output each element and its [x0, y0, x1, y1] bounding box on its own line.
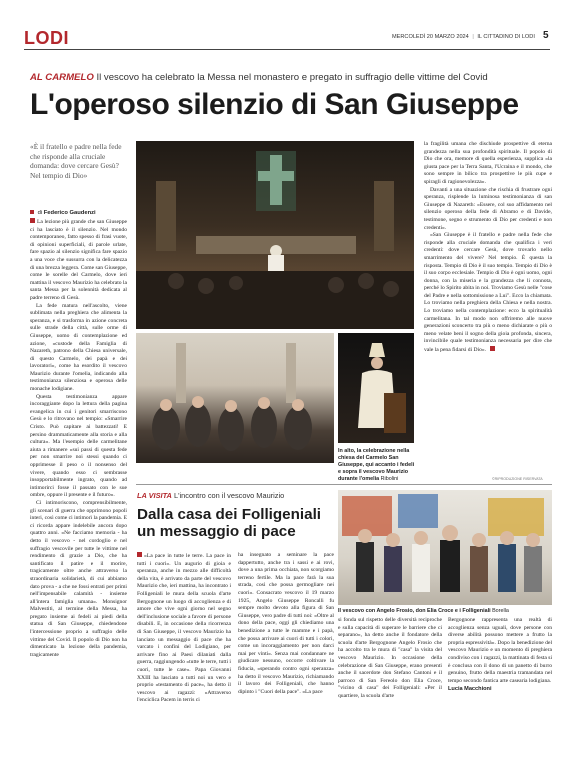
- caption-text: Il vescovo con Angelo Frosio, don Elia Croce e i Folligeniali: [338, 608, 491, 614]
- header-rule: [24, 49, 550, 50]
- byline-author: Federico Gaudenzi: [43, 210, 96, 216]
- article2-headline-line2: un messaggio di pace: [137, 523, 296, 540]
- bishop-homily-photo: [338, 333, 414, 443]
- article1-paragraph: Davanti a una situazione che rischia di frustrare ogni speranza, risplende la luminosa testimonianza di san Giuseppe di Nazareth: «Essere, col suo affidamento nel silenzio operoso della fede di Abramo e di Davide, testimone, segno e strumento di Dio per credenti e non credenti».: [424, 186, 552, 231]
- article2-column-1: [137, 552, 231, 766]
- article2-column-4: [448, 617, 552, 766]
- byline: [30, 210, 96, 216]
- article2-paragraph: si fonda sul rispetto delle diversità reciproche e sulla capacità di superare le barriere che ci separano», ha detto anche il fondatore della scuola d'arte Bergognone Angelo Frosio che ha accolto tra le mura di "casa" la visita del vescovo Maurizio. In occasione della celebrazione di San Giuseppe, erano presenti anche il sacerdote don Stefano Cantoni e il parroco di San Fereolo don Elia Croce, "vicino di casa" dei Folligeniali: «Per il quartiere, la scuola d'arte: [338, 617, 442, 699]
- article1-paragraph: La lezione più grande che san Giuseppe ci ha lasciato è il silenzio. Nel mondo contemporaneo, fatto spesso di frasi vuote, di opinioni superficiali, di parole urlate, fare spazio al silenzio significa fare spazio a una voce che sussurra con la delicatezza di una brezza leggera. Come san Giuseppe, come le sorelle del Carmelo, dove ieri mattina il vescovo Maurizio ha celebrato la santa Messa per la solennità dedicata al padre terreno di Gesù.: [30, 219, 127, 301]
- article2-author: Lucia Macchioni: [448, 686, 492, 693]
- article1-headline: L'operoso silenzio di San Giuseppe: [30, 88, 519, 121]
- article1-kicker: AL CARMELO: [30, 72, 94, 83]
- caption-text: In alto, la celebrazione nella chiesa del Carmelo San Giuseppe, qui accanto i fedeli e sopra il vescovo Maurizio durante l'omelia: [338, 448, 415, 482]
- article1-column-1: [30, 218, 127, 766]
- header-date: MERCOLEDÌ 20 MARZO 2024: [392, 34, 469, 40]
- article2-column-3: [338, 617, 442, 766]
- article1-paragraph: «San Giuseppe è il fratello e padre nella fede che risponde alla cruciale domanda che qualifica i veri credenti: dove cercare Gesù, dove trovarlo nello smarrimento del vivere? Nel tempio. È questa la risposta. Tempio di Dio è il suo tempio. Tempio di Dio è il suo corpo ecclesiale. Tempio di Dio è ogni uomo, ogni donna, con la miseria e la grandezza che li connota, perché lo Spirito abita in noi. Troviamo Gesù nelle "cose del Padre e nella sottomissione a Lui". Ecco la chiamata. Lo troviamo nella preghiera della Chiesa e nella nostra. Lo troviamo nella contemplazione: ecco la spiritualità carmelitana. In tal modo non offriremo alle nuove generazioni sconcerto tra più o meno dichiarate o più o meno velate beni il sogno della gioia profonda, sincera, invincibile quale testimonianza necessaria per dire che vale la pena fidarsi di Dio».: [424, 232, 552, 354]
- photo-credit: Borella: [492, 608, 509, 614]
- section-title: LODI: [24, 28, 69, 48]
- article1-paragraph: La fede matura nell'ascolto, viene sublimata nella preghiera che alimenta la speranza, e si trasforma in azione concreta sulle strade della città, sulle orme di Giuseppe, uomo di contemplazione ed azione, «custode della Famiglia di Nazareth, patrono della Chiesa universale, di questo Carmelo, dei papà e dei lavoratori», come ha esordito il vescovo Maurizio durante l'omelia, indicando alla testimonianza silenziosa e operosa delle monache lodigiane.: [30, 302, 127, 393]
- page-number: 5: [543, 30, 549, 41]
- article1-paragraph: Ci intimoriscono, comprensibilmente, gli scenari di guerra che opprimono popoli interi, così come ci intimorì la pandemia. E ci ricorda appare indelebile ancora dopo quattro anni. «Ne facciamo memoria - ha detto il vescovo - nel cordoglio e nel suffragio vescovile per tutte le vittime nel rendimento di grazie a Dio, che ha santificato il patire e il morire, tragicamente oltre anche attraverso la straordinaria solidarietà, di cui abbiamo dato prova - a che ne fossi entrati per primi nell'impensabile calamità - insieme all'intera famiglia umana». Monsignor Malvestiti, al termine della Messa, ha pregato insieme ai fedeli ai piedi della statua di San Giuseppe, chiedendone l'intercessione proprio a suffragio delle vittime del Covid. Il popolo di Dio non ha dimenticato la lezione della pandemia, tragicamente: [30, 499, 127, 658]
- faithful-photo: [136, 333, 334, 463]
- folligeniali-group-photo: [338, 490, 552, 605]
- article1-kicker-line: [30, 72, 488, 83]
- article2-paragraph: ha insegnato a seminare la pace dappertutto, anche tra i sassi e ai rovi, dove a una prima occhiata, non scorgiamo terreno fertile. Ma la pace farà la sua strada, così che possa germogliare nei cuori». Consacrato vescovo il 19 marzo 1925, Angelo Giuseppe Roncalli fu sempre molto devoto alla figura di San Giuseppe, vero padre di tutti noi: «Oltre al dono della pace, oggi gli chiediamo una benedizione a tutte le mamme e i papà, che possa arrivare ai cuori di tutti i colori, come un incoraggiamento per non darci mai per vinti». Senza mai condannare ne giudicare nessuno, occorre coltivare la fiducia, «sperando contro ogni speranza» ha detto il vescovo Maurizio, richiamando il lavoro dei Folligeniali, che hanno dipinto i "Cuori della pace". «La pace: [238, 552, 334, 695]
- article2-headline: [137, 506, 321, 540]
- church-interior-photo: [136, 141, 414, 329]
- article2-headline-line1: Dalla casa dei Folligeniali: [137, 506, 322, 523]
- article2-photo-caption: [338, 608, 552, 615]
- article2-kicker: LA VISITA: [137, 491, 172, 500]
- article1-photo-caption: [338, 448, 418, 483]
- article1-kicker-sub: Il vescovo ha celebrato la Messa nel monastero e pregato in suffragio delle vittime del Covid: [96, 72, 488, 83]
- article2-paragraph: Bergognone rappresenta una realtà di accoglienza senza uguali, dove persone con diverse abilità possono mettere a frutto la propria espressività». Dopo la benedizione del vescovo Maurizio e un momento di preghiera condiviso con i ragazzi, la mattinata di festa si è conclusa con il dono di un panetto di burro genuino, frutto della maestria tramandata nel tempo secondo fantica arte casearia lodigiana.: [448, 617, 552, 684]
- pull-quote: «È il fratello e padre nella fede che risponde alla cruciale domanda: dove cercare Gesù? Nel tempio di Dio»: [30, 142, 122, 180]
- byline-prefix: di: [37, 210, 43, 216]
- header-meta: MERCOLEDÌ 20 MARZO 2024 | IL CITTADINO DI LODI: [392, 34, 535, 40]
- article1-column-4: [424, 141, 552, 471]
- article2-kicker-sub: L'incontro con il vescovo Maurizio: [173, 491, 285, 500]
- article2-kicker-line: [137, 491, 284, 500]
- article2-column-2: [238, 552, 334, 766]
- article-divider: [136, 484, 552, 485]
- article1-paragraph: Questa testimonianza appare incoraggiante dopo la lettura della pagina evangelica in cui i genitori smarriscono Gesù e lo ritrovano nel tempio: «Smarrire Cristo. Può capitare ai battezzati! E persino drammaticamente alla storia e alla cultura». Ma l'esempio delle carmelitane aiuta a rimanere «sui passi di questa fede per non smarrire noi stessi quando ci opprimesse il peso o il nonsenso del vivere, quando esso ci sembrasse insopportabilmente ingrato, quando ad intimorirci fosse il passato con le sue ombre, oppure il presente e il futuro».: [30, 393, 127, 499]
- header-paper: IL CITTADINO DI LODI: [477, 34, 535, 40]
- article1-paragraph: la fragilità umana che dischiude prospettive di eterna grandezza nella sua profondità spirituale. Il popolo di Dio che ora, memore di quella esperienza, supplica «la giusta pace per la Terra Santa, l'Ucraina e il mondo, che sono sempre in bilico tra prospettive le più cupe e spiragli di ragionevolezza».: [424, 141, 552, 185]
- article2-paragraph: «La pace in tutte le terre. La pace in tutti i cuori». Un augurio di gioia e speranza, anche in mezzo alle difficoltà della vita, è arrivato da parte del vescovo Maurizio che, ieri mattina, ha incontrato i Folligeniali le mura della scuola d'arte Bergognone un luogo di accoglienza e di amore che vive ogni giorno nel segno dell'inclusione sociale a favore di persone disabili. E, in occasione della ricorrenza di San Giuseppe, il vescovo Maurizio ha lanciato un messaggio di pace che ha varcato i confini del Lodigiano, per arrivare fino ai Paesi dilaniati dalla guerra, raggiungendo «tutte le terre, tutti i cuori, tutte le case». Papa Giovanni XXIII ha lasciato a tutti noi un vero e proprio «testamento di pace», ha detto il vescovo ai ragazzi: «Attraverso l'enciclica Pacem in terris ci: [137, 553, 231, 704]
- copyright: ©RIPRODUZIONE RISERVATA: [492, 477, 543, 481]
- photo-credit: Ribolini: [380, 476, 399, 482]
